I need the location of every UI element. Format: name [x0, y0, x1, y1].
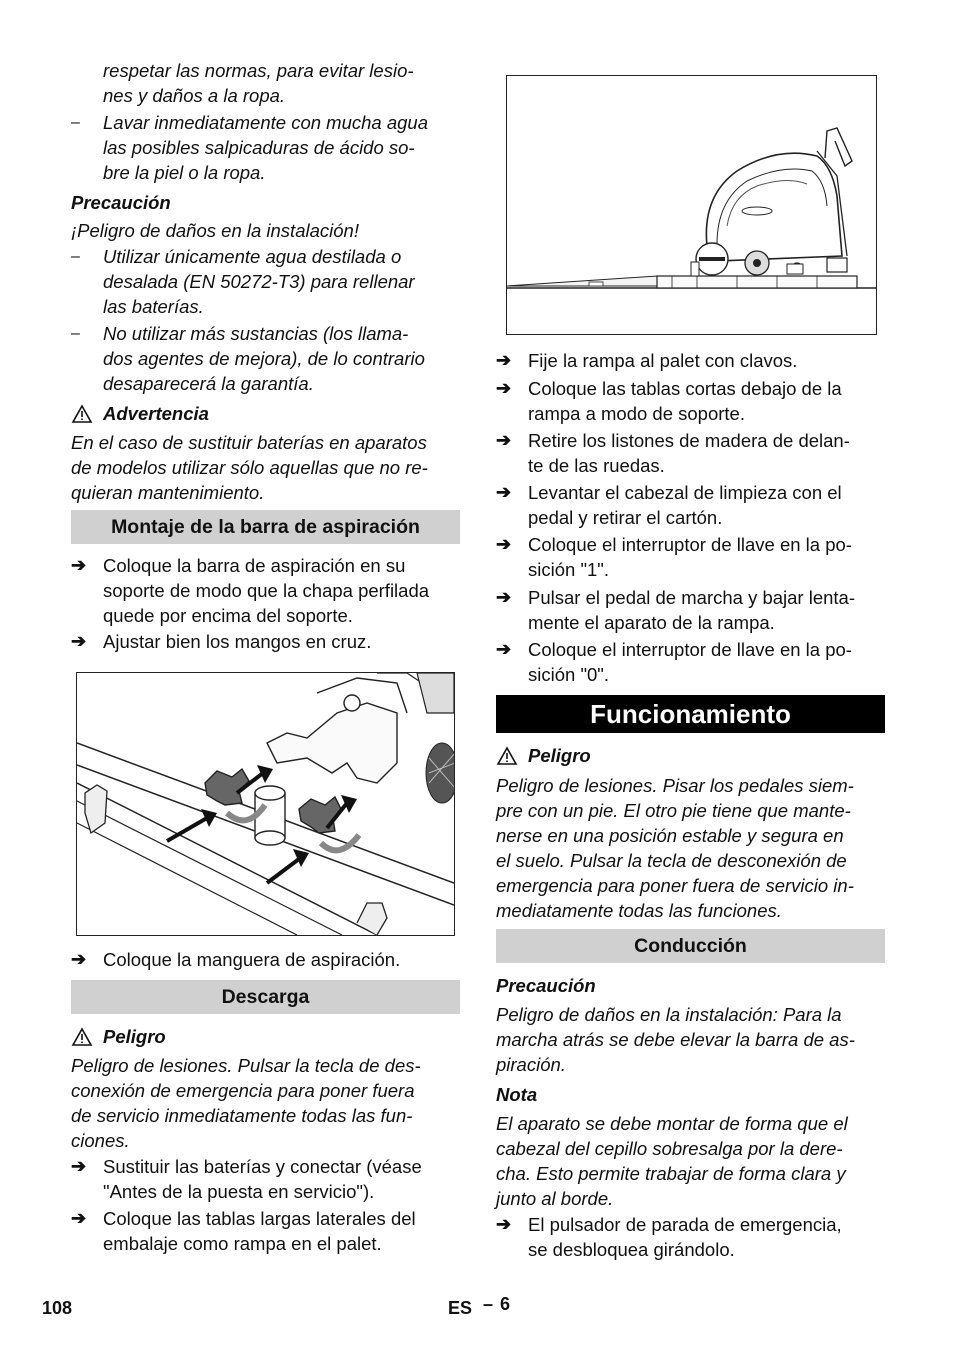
text-line: Coloque las tablas cortas debajo de la — [528, 378, 842, 399]
text-line: mediatamente todas las funciones. — [496, 900, 782, 921]
text-line: Ajustar bien los mangos en cruz. — [103, 631, 372, 652]
warning-triangle-icon — [496, 746, 518, 766]
warning-triangle-icon — [71, 404, 93, 424]
text-line: desalada (EN 50272-T3) para rellenar — [103, 271, 415, 292]
peligro-heading: Peligro — [103, 1026, 166, 1047]
text-line: conexión de emergencia para poner fuera — [71, 1080, 415, 1101]
arrow-bullet-icon: ➔ — [496, 482, 512, 502]
arrow-bullet-icon: ➔ — [71, 1156, 87, 1176]
dash-bullet-icon: – — [71, 325, 80, 342]
text-line: nerse en una posición estable y segura en — [496, 825, 844, 846]
text-line: quieran mantenimiento. — [71, 482, 265, 503]
text-line: sición "1". — [528, 559, 610, 580]
text-line: bre la piel o la ropa. — [103, 162, 266, 183]
text-line: Retire los listones de madera de delan- — [528, 430, 850, 451]
section-heading-conduccion: Conducción — [496, 929, 885, 963]
text-line: El aparato se debe montar de forma que el — [496, 1113, 848, 1134]
text-line: Coloque la manguera de aspiración. — [103, 949, 401, 970]
text-line: Utilizar únicamente agua destilada o — [103, 246, 402, 267]
nota-heading: Nota — [496, 1084, 538, 1105]
text-line: Lavar inmediatamente con mucha agua — [103, 112, 428, 133]
text-line: En el caso de sustituir baterías en aparatos — [71, 432, 427, 453]
text-line: dos agentes de mejora), de lo contrario — [103, 348, 425, 369]
text-line: Coloque la barra de aspiración en su — [103, 555, 406, 576]
text-line: Peligro de lesiones. Pisar los pedales siem- — [496, 775, 854, 796]
text-line: se desbloquea girándolo. — [528, 1239, 735, 1260]
text-line: Coloque el interruptor de llave en la po- — [528, 534, 852, 555]
text-line: desaparecerá la garantía. — [103, 373, 314, 394]
section-heading-descarga: Descarga — [71, 980, 460, 1014]
text-line: Pulsar el pedal de marcha y bajar lenta- — [528, 587, 856, 608]
text-line: marcha atrás se debe elevar la barra de as- — [496, 1029, 855, 1050]
text-line: soporte de modo que la chapa perfilada — [103, 580, 430, 601]
peligro-heading: Peligro — [528, 745, 591, 766]
advertencia-heading: Advertencia — [103, 403, 209, 424]
text-line: emergencia para poner fuera de servicio in- — [496, 875, 854, 896]
squeegee-mount-illustration — [76, 672, 455, 936]
text-line: No utilizar más sustancias (los llama- — [103, 323, 409, 344]
text-line: "Antes de la puesta en servicio"). — [103, 1181, 375, 1202]
text-line: pre con un pie. El otro pie tiene que mante- — [496, 800, 851, 821]
arrow-bullet-icon: ➔ — [496, 587, 512, 607]
text-line: las posibles salpicaduras de ácido so- — [103, 137, 415, 158]
text-line: piración. — [496, 1054, 566, 1075]
arrow-bullet-icon: ➔ — [496, 639, 512, 659]
text-line: nes y daños a la ropa. — [103, 85, 286, 106]
arrow-bullet-icon: ➔ — [71, 555, 87, 575]
warning-triangle-icon — [71, 1027, 93, 1047]
text-line: Levantar el cabezal de limpieza con el — [528, 482, 842, 503]
text-line: Coloque el interruptor de llave en la po- — [528, 639, 852, 660]
chapter-title: Funcionamiento — [496, 695, 885, 733]
text-line: Sustituir las baterías y conectar (véase — [103, 1156, 422, 1177]
page-number: 108 — [42, 1298, 73, 1318]
arrow-bullet-icon: ➔ — [71, 949, 87, 969]
text-line: cha. Esto permite trabajar de forma clara y — [496, 1163, 846, 1184]
arrow-bullet-icon: ➔ — [71, 1208, 87, 1228]
text-line: quede por encima del soporte. — [103, 605, 353, 626]
text-line: respetar las normas, para evitar lesio- — [103, 60, 414, 81]
machine-on-pallet-illustration — [506, 75, 877, 335]
footer-dash: – — [483, 1294, 494, 1314]
text-line: de servicio inmediatamente todas las fun- — [71, 1105, 413, 1126]
text-line: Coloque las tablas largas laterales del — [103, 1208, 416, 1229]
text-line: El pulsador de parada de emergencia, — [528, 1214, 842, 1235]
text-line: mente el aparato de la rampa. — [528, 612, 775, 633]
language-code: ES — [448, 1298, 473, 1318]
section-heading-montaje: Montaje de la barra de aspiración — [71, 510, 460, 544]
text-line: las baterías. — [103, 296, 204, 317]
precaucion-heading: Precaución — [71, 192, 171, 213]
text-line: Peligro de daños en la instalación: Para la — [496, 1004, 842, 1025]
text-line: Peligro de lesiones. Pulsar la tecla de des- — [71, 1055, 421, 1076]
text-line: el suelo. Pulsar la tecla de desconexión de — [496, 850, 847, 871]
text-line: te de las ruedas. — [528, 455, 665, 476]
text-line: pedal y retirar el cartón. — [528, 507, 723, 528]
text-line: embalaje como rampa en el palet. — [103, 1233, 382, 1254]
precaucion-heading: Precaución — [496, 975, 596, 996]
arrow-bullet-icon: ➔ — [496, 350, 512, 370]
section-page-number: 6 — [500, 1294, 511, 1314]
arrow-bullet-icon: ➔ — [496, 378, 512, 398]
text-line: ciones. — [71, 1130, 130, 1151]
arrow-bullet-icon: ➔ — [71, 631, 87, 651]
text-line: rampa a modo de soporte. — [528, 403, 745, 424]
text-line: ¡Peligro de daños en la instalación! — [71, 220, 359, 241]
text-line: sición "0". — [528, 664, 610, 685]
text-line: cabezal del cepillo sobresalga por la dere- — [496, 1138, 843, 1159]
arrow-bullet-icon: ➔ — [496, 430, 512, 450]
dash-bullet-icon: – — [71, 248, 80, 265]
text-line: junto al borde. — [496, 1188, 614, 1209]
arrow-bullet-icon: ➔ — [496, 1214, 512, 1234]
text-line: de modelos utilizar sólo aquellas que no re- — [71, 457, 428, 478]
arrow-bullet-icon: ➔ — [496, 534, 512, 554]
text-line: Fije la rampa al palet con clavos. — [528, 350, 798, 371]
dash-bullet-icon: – — [71, 114, 80, 131]
